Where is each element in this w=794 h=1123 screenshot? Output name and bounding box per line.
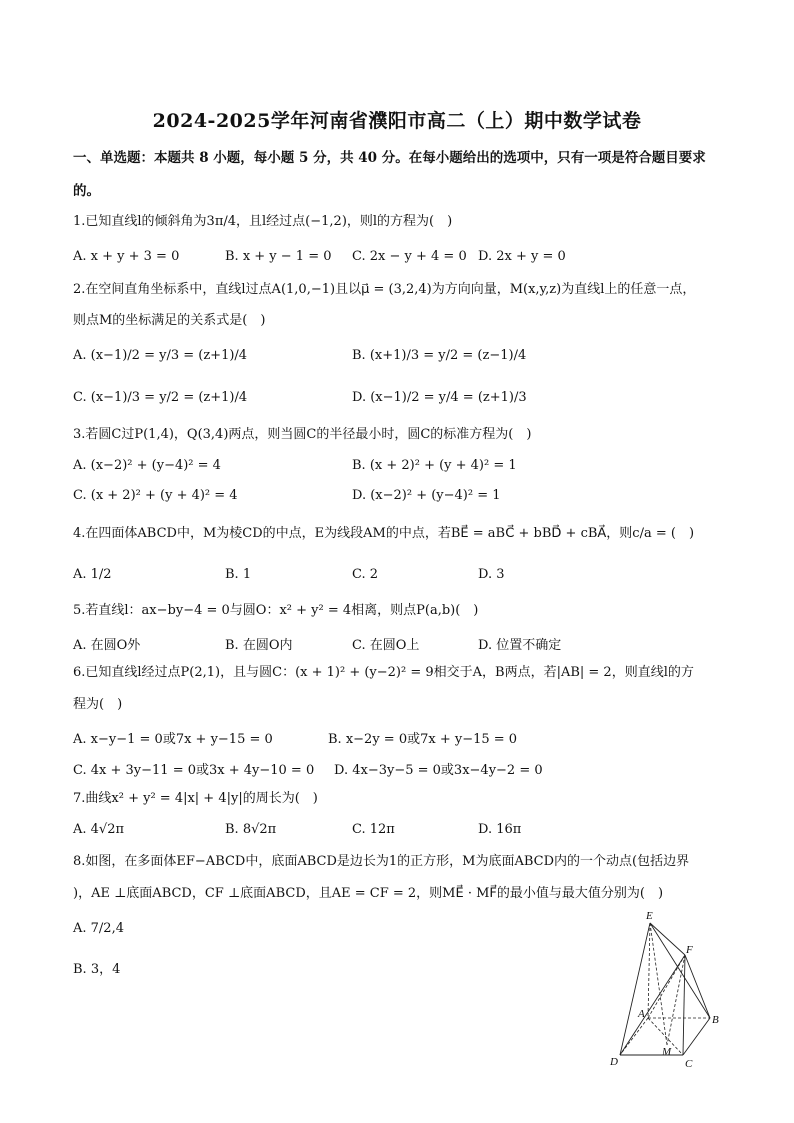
q2-option-b: B. (x+1)/3 = y/2 = (z−1)/4 — [352, 348, 527, 363]
q5-option-d: D. 位置不确定 — [478, 638, 562, 653]
q2-option-a: A. (x−1)/2 = y/3 = (z+1)/4 — [73, 348, 248, 363]
q8-option-b: B. 3，4 — [73, 962, 121, 977]
question-7-stem: 7.曲线x² + y² = 4|x| + 4|y|的周长为( ) — [73, 791, 318, 806]
label-M: M — [662, 1046, 672, 1058]
page-title: 2024-2025学年河南省濮阳市高二（上）期中数学试卷 — [152, 110, 642, 132]
q5-option-c: C. 在圆O上 — [352, 638, 420, 653]
edge-AF — [648, 955, 685, 1018]
q8-option-a: A. 7/2,4 — [73, 921, 124, 936]
question-2-stem-line1: 2.在空间直角坐标系中，直线l过点A(1,0,−1)且以μ⃗ = (3,2,4)为方向向量，M(x,y,z)为直线l上的任意一点， — [73, 282, 696, 297]
question-2-stem-line2: 则点M的坐标满足的关系式是( ) — [73, 313, 266, 328]
q1-option-c: C. 2x − y + 4 = 0 — [352, 249, 467, 264]
question-6-stem-line2: 程为( ) — [73, 697, 123, 712]
question-6-stem-line1: 6.已知直线l经过点P(2,1)，且与圆C：(x + 1)² + (y−2)² = 9相交于A，B两点，若|AB| = 2，则直线l的方 — [73, 665, 694, 680]
question-8-stem-line2: )，AE ⊥底面ABCD，CF ⊥底面ABCD，且AE = CF = 2，则ME⃗ · MF⃗的最小值与最大值分别为( ) — [73, 886, 664, 901]
q7-option-b: B. 8√2π — [225, 822, 277, 837]
edge-FB — [685, 955, 710, 1018]
q4-option-c: C. 2 — [352, 567, 379, 582]
question-1-stem: 1.已知直线l的倾斜角为3π/4，且l经过点(−1,2)，则l的方程为( ) — [73, 214, 453, 229]
label-E: E — [646, 910, 653, 922]
question-8-stem-line1: 8.如图，在多面体EF−ABCD中，底面ABCD是边长为1的正方形，M为底面ABCD内的一个动点(包括边界 — [73, 854, 690, 869]
section-heading-line1: 一、单选题：本题共 8 小题，每小题 5 分，共 40 分。在每小题给出的选项中，只有一项是符合题目要求 — [73, 150, 706, 166]
label-F: F — [686, 944, 693, 956]
question-3-stem: 3.若圆C过P(1,4)，Q(3,4)两点，则当圆C的半径最小时，圆C的标准方程为( ) — [73, 427, 532, 442]
q6-option-d: D. 4x−3y−5 = 0或3x−4y−2 = 0 — [334, 763, 543, 778]
q5-option-b: B. 在圆O内 — [225, 638, 293, 653]
q6-option-a: A. x−y−1 = 0或7x + y−15 = 0 — [73, 732, 273, 747]
q7-option-d: D. 16π — [478, 822, 522, 837]
label-B: B — [712, 1014, 719, 1026]
q1-option-b: B. x + y − 1 = 0 — [225, 249, 332, 264]
q6-option-b: B. x−2y = 0或7x + y−15 = 0 — [328, 732, 518, 747]
edge-EB — [650, 923, 710, 1018]
edge-CB — [683, 1018, 710, 1055]
label-C: C — [685, 1058, 693, 1070]
q2-option-c: C. (x−1)/3 = y/2 = (z+1)/4 — [73, 390, 248, 405]
edge-FC — [683, 955, 685, 1055]
section-heading-line2: 的。 — [73, 183, 100, 199]
q3-option-c: C. (x + 2)² + (y + 4)² = 4 — [73, 488, 238, 503]
edge-EA — [648, 923, 650, 1018]
q3-option-a: A. (x−2)² + (y−4)² = 4 — [73, 458, 221, 473]
q4-option-b: B. 1 — [225, 567, 252, 582]
q7-option-a: A. 4√2π — [73, 822, 125, 837]
q3-option-b: B. (x + 2)² + (y + 4)² = 1 — [352, 458, 517, 473]
question-4-stem: 4.在四面体ABCD中，M为棱CD的中点，E为线段AM的中点，若BE⃗ = aBC⃗ + bBD⃗ + cBA⃗，则c/a = ( ) — [73, 526, 695, 541]
q6-option-c: C. 4x + 3y−11 = 0或3x + 4y−10 = 0 — [73, 763, 315, 778]
q1-option-d: D. 2x + y = 0 — [478, 249, 566, 264]
q3-option-d: D. (x−2)² + (y−4)² = 1 — [352, 488, 501, 503]
q1-option-a: A. x + y + 3 = 0 — [73, 249, 180, 264]
q5-option-a: A. 在圆O外 — [73, 638, 141, 653]
question-5-stem: 5.若直线l：ax−by−4 = 0与圆O：x² + y² = 4相离，则点P(a,b)( ) — [73, 603, 479, 618]
q7-option-c: C. 12π — [352, 822, 395, 837]
q2-option-d: D. (x−1)/2 = y/4 = (z+1)/3 — [352, 390, 527, 405]
polyhedron-figure — [606, 905, 738, 1075]
q4-option-d: D. 3 — [478, 567, 505, 582]
label-A: A — [638, 1008, 645, 1020]
label-D: D — [610, 1056, 618, 1068]
segment-EM — [650, 923, 667, 1045]
q4-option-a: A. 1/2 — [73, 567, 112, 582]
